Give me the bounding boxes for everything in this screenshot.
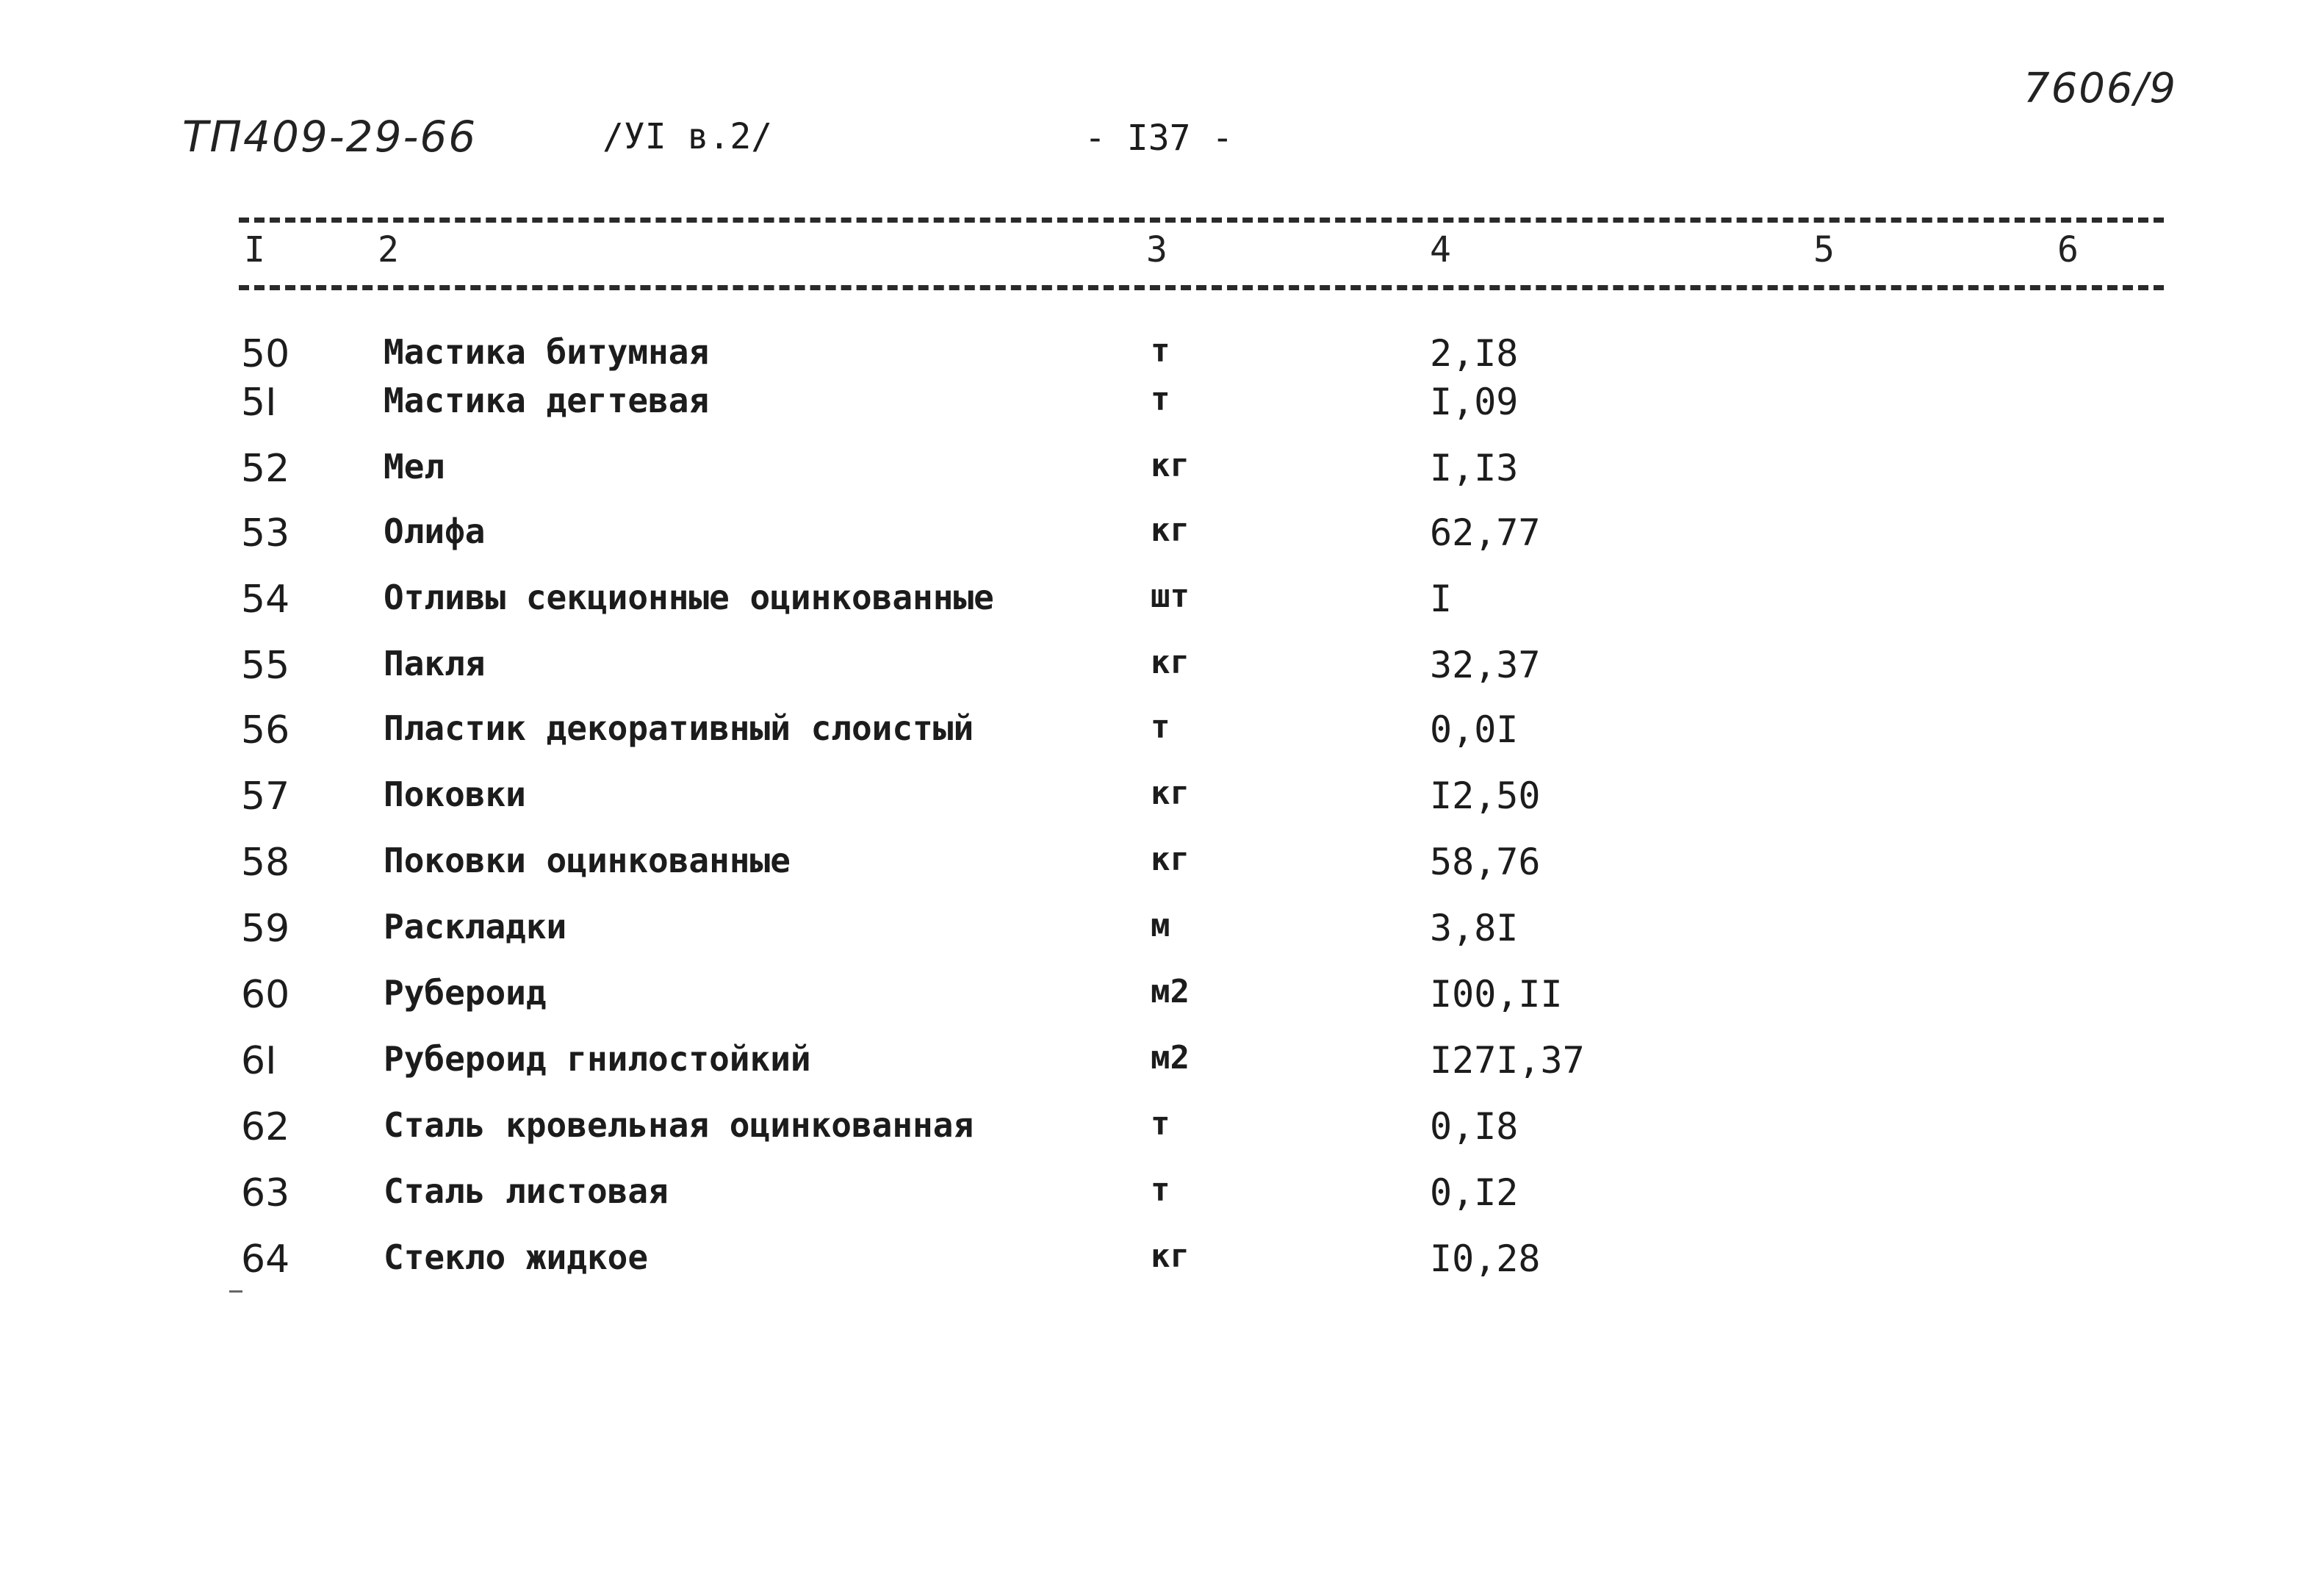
quantity: 62,77 bbox=[1430, 511, 1541, 554]
row-number: 55 bbox=[241, 644, 290, 688]
margin-mark bbox=[229, 1290, 242, 1293]
quantity: 58,76 bbox=[1430, 841, 1541, 883]
material-name: Пластик декоративный слоистый bbox=[384, 708, 974, 748]
table-row bbox=[0, 1039, 2324, 1090]
column-header-6: 6 bbox=[2057, 229, 2079, 270]
table-row bbox=[0, 708, 2324, 760]
row-number: 60 bbox=[241, 973, 290, 1017]
quantity: I,09 bbox=[1430, 381, 1519, 423]
material-name: Поковки оцинкованные bbox=[384, 841, 791, 880]
quantity: I,I3 bbox=[1430, 447, 1519, 489]
row-number: 62 bbox=[241, 1105, 290, 1149]
column-header-5: 5 bbox=[1813, 229, 1835, 270]
unit: кг bbox=[1151, 1237, 1190, 1275]
quantity: I00,II bbox=[1430, 973, 1563, 1016]
quantity: 0,I2 bbox=[1430, 1171, 1519, 1214]
unit: т bbox=[1151, 332, 1170, 370]
quantity: 2,I8 bbox=[1430, 332, 1519, 375]
document-code: ТП409-29-66 bbox=[182, 112, 478, 162]
material-name: Рубероид гнилостойкий bbox=[384, 1039, 811, 1079]
page-number: - I37 - bbox=[1084, 118, 1234, 159]
unit: кг bbox=[1151, 775, 1190, 812]
table-row bbox=[0, 644, 2324, 695]
row-number: 63 bbox=[241, 1171, 290, 1215]
table-row bbox=[0, 1105, 2324, 1157]
material-name: Рубероид bbox=[384, 973, 547, 1013]
row-number: 64 bbox=[241, 1237, 290, 1282]
quantity: 0,I8 bbox=[1430, 1105, 1519, 1148]
unit: кг bbox=[1151, 841, 1190, 878]
material-name: Поковки bbox=[384, 775, 526, 814]
column-header-1: I bbox=[244, 229, 265, 270]
table-row bbox=[0, 775, 2324, 826]
row-number: 6I bbox=[241, 1039, 277, 1083]
material-name: Пакля bbox=[384, 644, 486, 683]
material-name: Мастика дегтевая bbox=[384, 381, 710, 420]
row-number: 54 bbox=[241, 578, 290, 622]
material-name: Раскладки bbox=[384, 907, 567, 946]
unit: м2 bbox=[1151, 973, 1190, 1010]
quantity: I2,50 bbox=[1430, 775, 1541, 817]
row-number: 50 bbox=[241, 332, 290, 376]
table-row bbox=[0, 332, 2324, 384]
material-name: Мастика битумная bbox=[384, 332, 710, 372]
table-row bbox=[0, 578, 2324, 629]
archive-mark: 7606/9 bbox=[2023, 65, 2177, 112]
row-number: 57 bbox=[241, 775, 290, 819]
row-number: 58 bbox=[241, 841, 290, 885]
quantity: I bbox=[1430, 578, 1453, 620]
table-row bbox=[0, 841, 2324, 892]
unit: т bbox=[1151, 1171, 1170, 1209]
row-number: 52 bbox=[241, 447, 290, 491]
unit: кг bbox=[1151, 511, 1190, 549]
unit: м bbox=[1151, 907, 1170, 944]
row-number: 56 bbox=[241, 708, 290, 752]
quantity: I0,28 bbox=[1430, 1237, 1541, 1280]
unit: т bbox=[1151, 381, 1170, 418]
column-header-3: 3 bbox=[1146, 229, 1168, 270]
material-name: Мел bbox=[384, 447, 445, 486]
table-rule-top bbox=[239, 218, 2164, 223]
table-row bbox=[0, 1237, 2324, 1289]
quantity: 0,0I bbox=[1430, 708, 1519, 751]
table-row bbox=[0, 381, 2324, 432]
table-rule-bottom bbox=[239, 285, 2164, 290]
row-number: 59 bbox=[241, 907, 290, 951]
volume-label: /УI в.2/ bbox=[602, 116, 773, 157]
material-name: Олифа bbox=[384, 511, 486, 551]
unit: м2 bbox=[1151, 1039, 1190, 1077]
material-name: Стекло жидкое bbox=[384, 1237, 649, 1277]
material-name: Отливы секционные оцинкованные bbox=[384, 578, 994, 617]
table-row bbox=[0, 973, 2324, 1024]
quantity: 3,8I bbox=[1430, 907, 1519, 949]
unit: т bbox=[1151, 1105, 1170, 1143]
row-number: 5I bbox=[241, 381, 277, 425]
table-row bbox=[0, 447, 2324, 498]
unit: кг bbox=[1151, 644, 1190, 681]
table-row bbox=[0, 1171, 2324, 1223]
row-number: 53 bbox=[241, 511, 290, 556]
quantity: I27I,37 bbox=[1430, 1039, 1585, 1082]
table-row bbox=[0, 907, 2324, 958]
unit: шт bbox=[1151, 578, 1190, 615]
column-header-4: 4 bbox=[1430, 229, 1451, 270]
unit: кг bbox=[1151, 447, 1190, 484]
material-name: Сталь кровельная оцинкованная bbox=[384, 1105, 974, 1145]
column-header-2: 2 bbox=[378, 229, 399, 270]
material-name: Сталь листовая bbox=[384, 1171, 669, 1211]
table-row bbox=[0, 511, 2324, 563]
unit: т bbox=[1151, 708, 1170, 746]
quantity: 32,37 bbox=[1430, 644, 1541, 686]
